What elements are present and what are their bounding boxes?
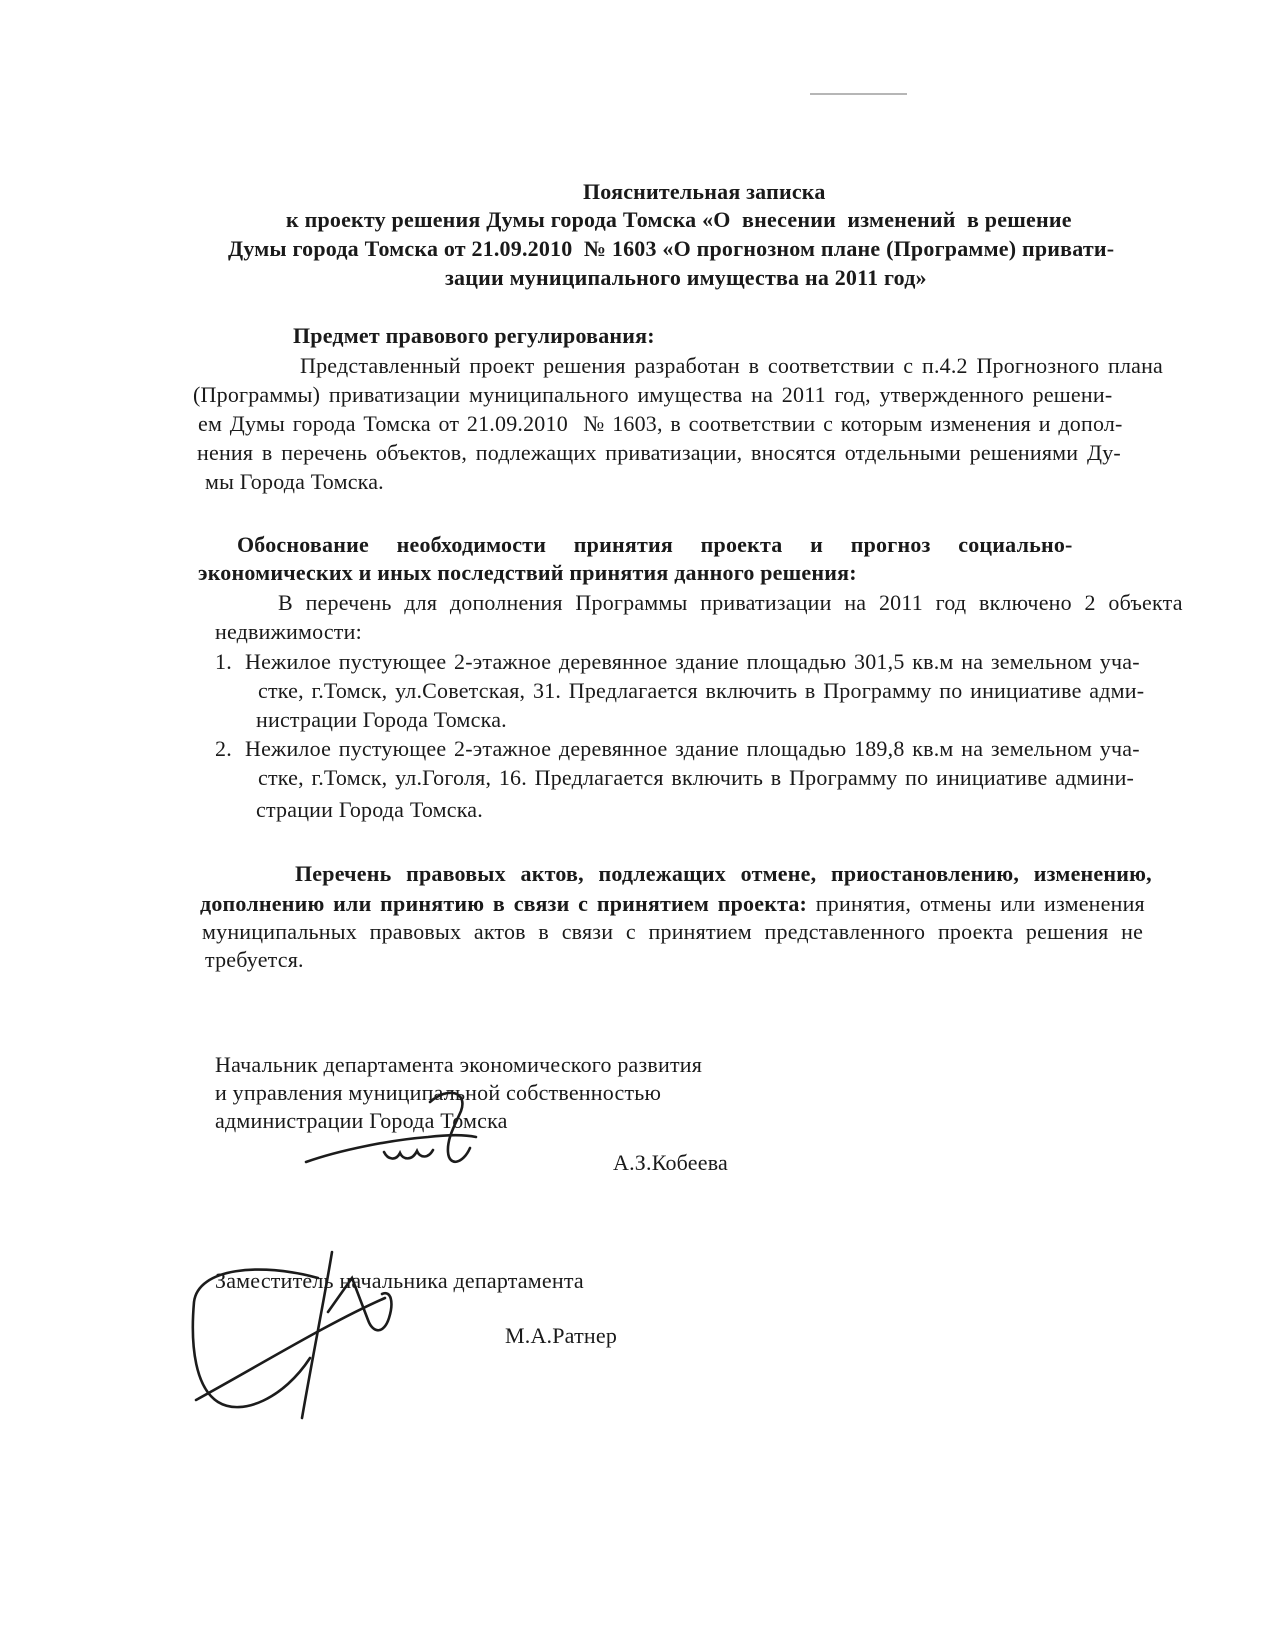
section1-line-3: ем Думы города Томска от 21.09.2010 № 1603, в соответствии с которым изменения и допол- bbox=[198, 411, 1123, 436]
section3-line-3: муниципальных правовых актов в связи с принятием представленного проекта решения не bbox=[202, 919, 1144, 944]
section2-heading-line-2: экономических и иных последствий принятия данного решения: bbox=[198, 560, 857, 585]
section2-para-line-2: недвижимости: bbox=[215, 619, 362, 644]
section3-line-2 bbox=[200, 890, 1145, 918]
section1-line-4: нения в перечень объектов, подлежащих приватизации, вносятся отдельными решениями Ду- bbox=[197, 440, 1121, 465]
signature-kobeeva bbox=[300, 1080, 510, 1190]
section1-line-2: (Программы) приватизации муниципального имущества на 2011 год, утвержденного решени- bbox=[193, 382, 1113, 407]
list-item-1-line-1: Нежилое пустующее 2-этажное деревянное здание площадью 301,5 кв.м на земельном уча- bbox=[245, 649, 1140, 674]
section2-para-line-1: В перечень для дополнения Программы приватизации на 2011 год включено 2 объекта bbox=[278, 590, 1183, 615]
list-item-2-line-2: стке, г.Томск, ул.Гоголя, 16. Предлагается включить в Программу по инициативе админи- bbox=[258, 765, 1135, 790]
section3-line-2-regular: принятия, отмены или изменения bbox=[807, 891, 1145, 916]
list-item-2-number: 2. bbox=[215, 736, 232, 761]
title-line-3: Думы города Томска от 21.09.2010 № 1603 «О прогнозном плане (Программе) привати- bbox=[228, 236, 1115, 261]
title-line-2: к проекту решения Думы города Томска «О внесении изменений в решение bbox=[286, 207, 1072, 232]
section1-heading: Предмет правового регулирования: bbox=[293, 323, 655, 348]
section2-heading-line-1: Обоснование необходимости принятия проекта и прогноз социально- bbox=[237, 532, 1073, 557]
list-item-1-line-3: нистрации Города Томска. bbox=[256, 707, 507, 732]
signer1-title-line-3: администрации Города Томска bbox=[215, 1108, 508, 1133]
title-line-1: Пояснительная записка bbox=[583, 179, 826, 204]
signer1-name: А.З.Кобеева bbox=[613, 1150, 728, 1175]
scan-artifact-line bbox=[810, 93, 907, 95]
section1-line-5: мы Города Томска. bbox=[205, 469, 384, 494]
list-item-2-line-3: страции Города Томска. bbox=[256, 797, 483, 822]
section3-line-2-bold: дополнению или принятию в связи с принятием проекта: bbox=[200, 891, 808, 916]
signer1-title-line-2: и управления муниципальной собственностью bbox=[215, 1080, 662, 1105]
signature-stroke bbox=[384, 1150, 433, 1159]
signature-ratner bbox=[180, 1250, 420, 1430]
list-item-1-line-2: стке, г.Томск, ул.Советская, 31. Предлагается включить в Программу по инициативе адми- bbox=[258, 678, 1145, 703]
signer2-title: Заместитель начальника департамента bbox=[215, 1268, 584, 1293]
signature-stroke bbox=[430, 1093, 470, 1162]
section1-line-1: Представленный проект решения разработан в соответствии с п.4.2 Прогнозного плана bbox=[300, 353, 1164, 378]
signer2-name: М.А.Ратнер bbox=[505, 1323, 618, 1348]
section3-line-1: Перечень правовых актов, подлежащих отмене, приостановлению, изменению, bbox=[295, 861, 1152, 886]
title-line-4: зации муниципального имущества на 2011 год» bbox=[445, 265, 927, 290]
signer1-title-line-1: Начальник департамента экономического развития bbox=[215, 1052, 703, 1077]
list-item-2-line-1: Нежилое пустующее 2-этажное деревянное здание площадью 189,8 кв.м на земельном уча- bbox=[245, 736, 1140, 761]
signature-stroke bbox=[196, 1298, 385, 1400]
list-item-1-number: 1. bbox=[215, 649, 232, 674]
signature-stroke bbox=[193, 1270, 318, 1408]
section3-line-4: требуется. bbox=[205, 947, 304, 972]
